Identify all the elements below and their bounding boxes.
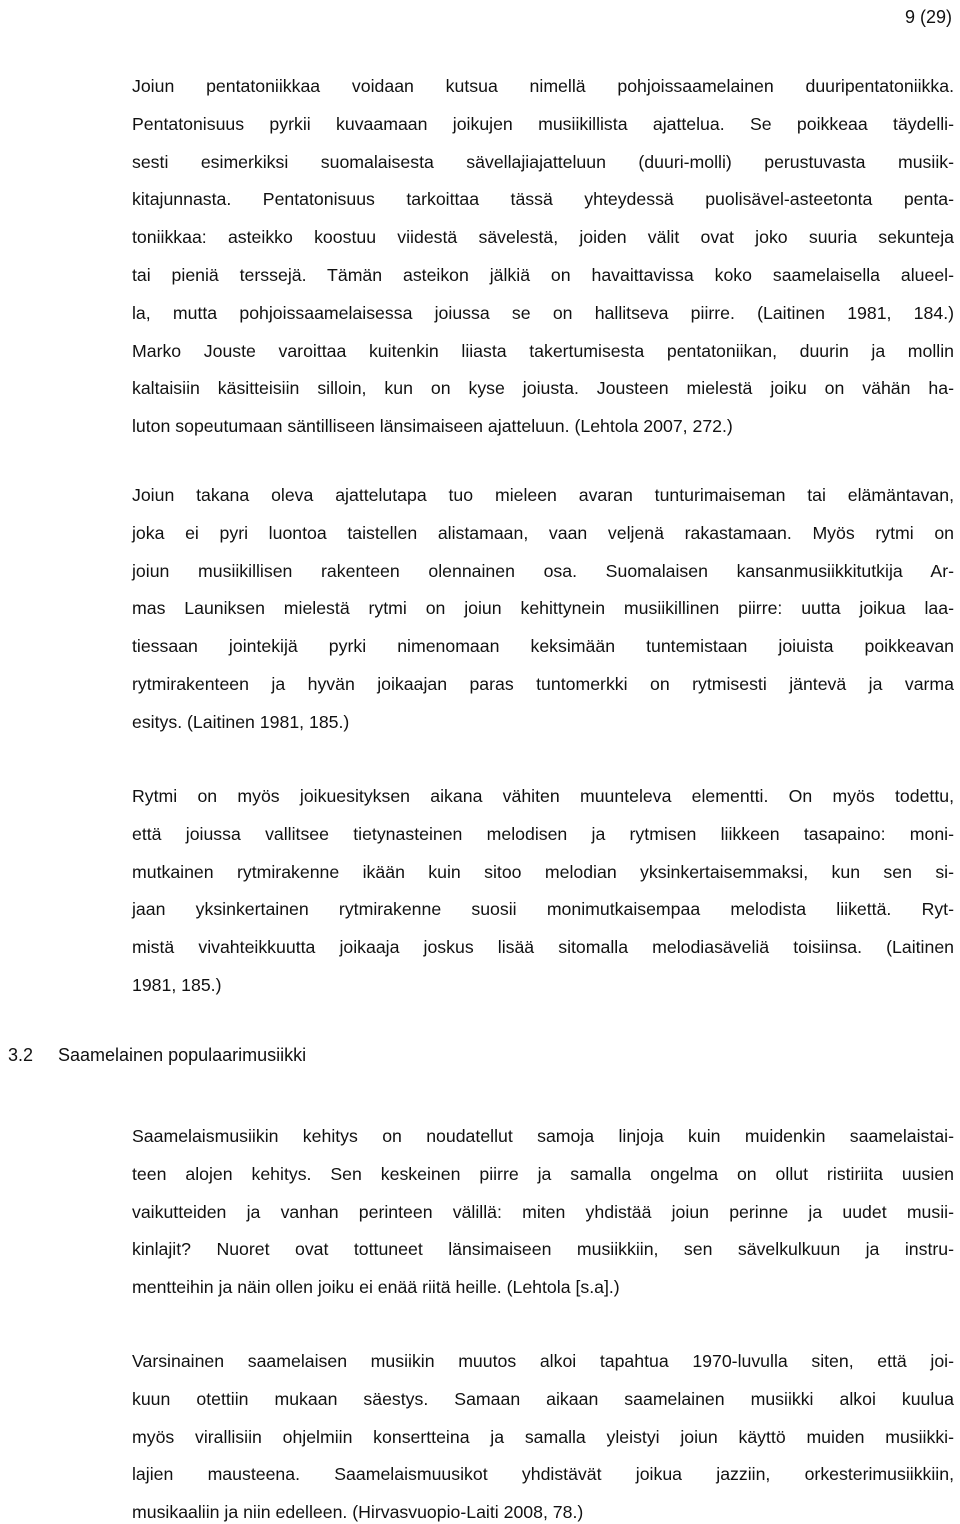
paragraph-line: Varsinainen saamelaisen musiikin muutos alkoi tapahtua 1970-luvulla siten, että joi- (132, 1351, 954, 1371)
paragraph-line: tai pieniä terssejä. Tämän asteikon jälkiä on havaittavissa koko saamelaisella alueel- (132, 265, 954, 285)
paragraph-line: vaikutteiden ja vanhan perinteen välillä: miten yhdistää joiun perinne ja uudet musii- (132, 1201, 954, 1222)
paragraph-line: toniikkaa: asteikko koostuu viidestä sävelestä, joiden välit ovat joko suuria sekunteja (132, 227, 954, 248)
paragraph-line: la, mutta pohjoissaamelaisessa joiussa se on hallitseva piirre. (Laitinen 1981, 184.) (132, 302, 954, 323)
paragraph-line: 1981, 185.) (132, 975, 222, 995)
paragraph-line: luton sopeutumaan säntilliseen länsimaiseen ajatteluun. (Lehtola 2007, 272.) (132, 416, 733, 437)
paragraph-line: mentteihin ja näin ollen joiku ei enää riitä heille. (Lehtola [s.a].) (132, 1277, 620, 1298)
paragraph-line: myös virallisiin ohjelmiin konsertteina ja samalla yleistyi joiun käyttö muiden musiikki- (132, 1426, 954, 1447)
paragraph-line: mutkainen rytmirakenne ikään kuin sitoo melodian yksinkertaisemmaksi, kun sen si- (132, 861, 954, 882)
paragraph-line: joiun musiikillisen rakenteen olennainen osa. Suomalaisen kansanmusiikkitutkija Ar- (132, 560, 954, 581)
paragraph-line: mas Launiksen mielestä rytmi on joiun kehittynein musiikillinen piirre: uutta joikua laa- (132, 598, 954, 619)
paragraph-line: Pentatonisuus pyrkii kuvaamaan joikujen musiikillista ajattelua. Se poikkeaa täydelli- (132, 113, 954, 134)
paragraph-line: kitajunnasta. Pentatonisuus tarkoittaa tässä yhteydessä puolisävel-asteetonta penta- (132, 189, 954, 210)
paragraph-line: Saamelaismusiikin kehitys on noudatellut samoja linjoja kuin muidenkin saamelaistai- (132, 1126, 954, 1146)
paragraph-line: lajien mausteena. Saamelaismuusikot yhdistävät joikua jazziin, orkesterimusiikkiin, (132, 1464, 954, 1485)
section-number: 3.2 (8, 1045, 34, 1065)
paragraph-line: että joiussa vallitsee tietynasteinen melodisen ja rytmisen liikkeen tasapaino: moni- (132, 823, 954, 844)
section-title: Saamelainen populaarimusiikki (58, 1045, 307, 1065)
paragraph-line: Joiun takana oleva ajattelutapa tuo mieleen avaran tunturimaiseman tai elämäntavan, (132, 485, 954, 505)
paragraph-line: jaan yksinkertainen rytmirakenne suosii monimutkaisempaa melodista liikettä. Ryt- (132, 899, 954, 920)
paragraph-line: Joiun pentatoniikkaa voidaan kutsua nimellä pohjoissaamelainen duuripentatoniikka. (132, 76, 954, 96)
paragraph-line: kinlajit? Nuoret ovat tottuneet länsimaiseen musiikkiin, sen sävelkulkuun ja instru- (132, 1239, 954, 1260)
paragraph-line: musikaaliin ja niin edelleen. (Hirvasvuopio-Laiti 2008, 78.) (132, 1502, 584, 1523)
section-heading (8, 1043, 306, 1067)
paragraph-line: teen alojen kehitys. Sen keskeinen piirre ja samalla ongelma on ollut ristiriita uusien (132, 1163, 954, 1184)
paragraph-line: Rytmi on myös joikuesityksen aikana vähiten muunteleva elementti. On myös todettu, (132, 786, 954, 806)
paragraph-line: esitys. (Laitinen 1981, 185.) (132, 711, 350, 732)
paragraph-line: Marko Jouste varoittaa kuitenkin liiasta takertumisesta pentatoniikan, duurin ja mollin (132, 340, 954, 361)
paragraph-line: kuun otettiin mukaan säestys. Samaan aikaan saamelainen musiikki alkoi kuulua (132, 1388, 954, 1409)
paragraph-line: kaltaisiin käsitteisiin silloin, kun on kyse joiusta. Jousteen mielestä joiku on vähän ha- (132, 378, 954, 399)
paragraph-line: tiessaan jointekijä pyrki nimenomaan keksimään tuntemistaan joiuista poikkeavan (132, 636, 954, 657)
paragraph-line: rytmirakenteen ja hyvän joikaajan paras tuntomerkki on rytmisesti jäntevä ja varma (132, 674, 954, 694)
paragraph-line: sesti esimerkiksi suomalaisesta sävellajiajatteluun (duuri-molli) perustuvasta musiik- (132, 151, 954, 172)
paragraph-line: mistä vivahteikkuutta joikaaja joskus lisää sitomalla melodiasäveliä toisiinsa. (Laitinen (132, 937, 954, 958)
paragraph-line: joka ei pyri luontoa taistellen alistamaan, vaan veljenä rakastamaan. Myös rytmi on (132, 522, 954, 543)
page-number: 9 (29) (904, 7, 952, 27)
